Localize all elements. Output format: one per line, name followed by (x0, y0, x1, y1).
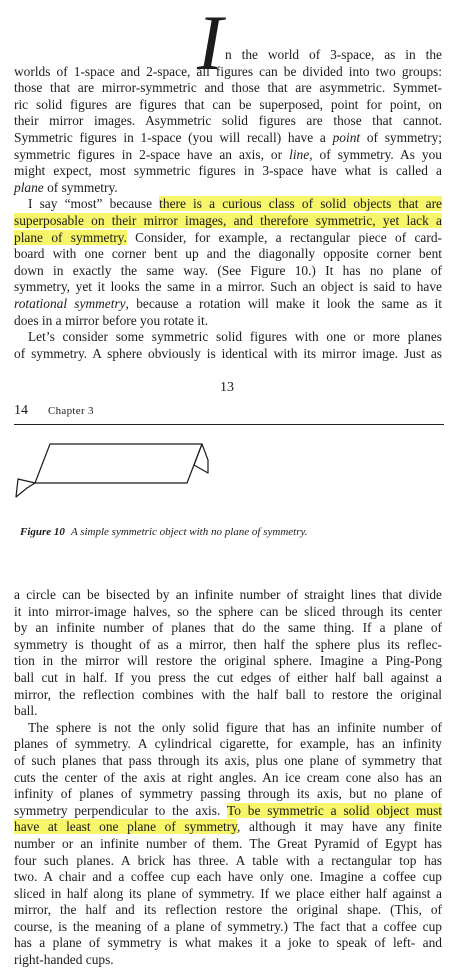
text-line: cuts the center of the axis at right angles. An ice cream cone also has an (14, 769, 442, 785)
page-number: 13 (220, 380, 234, 395)
card-face (35, 444, 202, 483)
text-line: plane of symmetry. (14, 179, 118, 195)
text-line: have at least one plane of symmetry, although it may have any finite (14, 819, 442, 835)
text-line: has a plane of symmetry is what makes it a joke to speak of left- and (14, 935, 442, 951)
highlighted-text: superposable on their mirror images, and therefore symmetric, yet lack a (14, 212, 442, 228)
text-line: down in exactly the same way. (See Figure 10.) It has no plane of (14, 262, 442, 278)
text-line: by an infinite number of planes that do the same thing. If a plane of (14, 620, 442, 636)
text-line (14, 213, 442, 230)
text-line: right-handed cups. (14, 952, 114, 968)
text-line: I say “most” because there is a curious class of solid objects that are (28, 196, 442, 212)
italic-term: rotational symmetry (14, 295, 126, 311)
text-line: of such planes that pass through its axis, plus one plane of symmetry that (14, 752, 442, 768)
text-line: number or an infinite number of them. The Great Pyramid of Egypt has (14, 835, 442, 851)
text-line: a circle can be bisected by an infinite number of straight lines that divide (14, 587, 442, 602)
text-line: The sphere is not the only solid figure that has an infinite number of (28, 719, 442, 735)
text-line: Let’s consider some symmetric solid figures with one or more planes (28, 329, 442, 345)
text-line: those that are mirror-symmetric and those that are asymmetric. Symmet- (14, 80, 442, 96)
italic-term: point (332, 129, 361, 145)
text-line: two. A chair and a coffee cup each have only one. Imagine a coffee cup (14, 869, 442, 885)
highlighted-text: have at least one plane of symmetry (14, 819, 238, 835)
bent-up-corner (194, 444, 208, 473)
text-line: planes of symmetry. A cylindrical cigarette, for example, has an infinity (14, 736, 442, 752)
text-line: of symmetry. A sphere obviously is identical with its mirror image. Just as (14, 345, 442, 361)
text-line: mirror, the half and its reflection restore the original shape. (This, of (14, 902, 442, 918)
text-line: rotational symmetry, because a rotation will make it look the same as it (14, 295, 443, 311)
figure-caption (20, 526, 308, 538)
text-line: does in a mirror before you rotate it. (14, 312, 209, 328)
text-line: ric solid figures are figures that can be superposed, point for point, on (14, 96, 442, 112)
text-line: symmetry is thought of as a mirror, then half the sphere plus its reflec- (14, 636, 442, 652)
drop-cap: I (197, 0, 223, 86)
running-header-page-number: 14 (14, 403, 28, 418)
text-line: four such planes. A brick has three. A table with a rectangular top has (14, 852, 442, 868)
text-line: symmetric figures in 2-space have an axis, or line, of symmetry. As you (14, 146, 442, 162)
text-line: ball cut in half. If you press the cut edges of either half ball against a (14, 669, 442, 685)
text-line: board with one corner bent up and the diagonally opposite corner bent (14, 246, 442, 262)
highlighted-text: To be symmetric a solid object must (226, 802, 442, 818)
bent-down-corner (16, 479, 35, 497)
text-line: infinity of planes of symmetry passing through its axis, but no plane of (14, 786, 442, 802)
figure-label: Figure 10 (20, 526, 65, 538)
running-header-chapter: Chapter 3 (48, 405, 94, 417)
text-line: course, is the meaning of a plane of symmetry.) The fact that a coffee cup (14, 918, 442, 934)
text-line: mirror, the reflection combines with the half ball to restore the original (14, 686, 442, 702)
text-line: plane of symmetry. Consider, for example, a rectangular piece of card- (14, 229, 442, 245)
text-line: it into mirror-image halves, so the sphere can be sliced through its center (14, 603, 442, 619)
highlighted-text: plane of symmetry. (14, 229, 127, 245)
header-rule (14, 424, 444, 425)
body-text-page-14 (14, 587, 442, 969)
text-line: tion in the mirror will restore the original sphere. Imagine a Ping-Pong (14, 653, 442, 669)
page-13 (0, 0, 454, 396)
page-14 (0, 399, 454, 968)
text-line: symmetry, yet it looks the same in a mirror. Such an object is said to have (14, 279, 442, 295)
text-line: Symmetric figures in 1-space (you will recall) have a point of symmetry; (14, 129, 442, 145)
highlighted-text: there is a curious class of solid objects that are (159, 196, 442, 212)
text-line: ball. (14, 703, 38, 719)
text-line: worlds of 1-space and 2-space, all figures can be divided into two groups: (14, 63, 442, 79)
text-line: might expect, most symmetric figures in 3-space have what is called a (14, 163, 442, 179)
figure-10-bent-card-illustration (12, 439, 222, 514)
figure-caption-text: A simple symmetric object with no plane of symmetry. (70, 526, 308, 538)
text-line: sliced in half along its plane of symmetry. If we place either half against a (14, 885, 442, 901)
text-line: their mirror images. Asymmetric solid figures are those that cannot. (14, 113, 442, 129)
italic-term: plane (14, 179, 44, 195)
text-line: symmetry perpendicular to the axis. To be symmetric a solid object must (14, 802, 442, 818)
body-text-page-13 (14, 47, 442, 362)
italic-term: line (289, 146, 310, 162)
text-line: n the world of 3-space, as in the (225, 47, 442, 62)
